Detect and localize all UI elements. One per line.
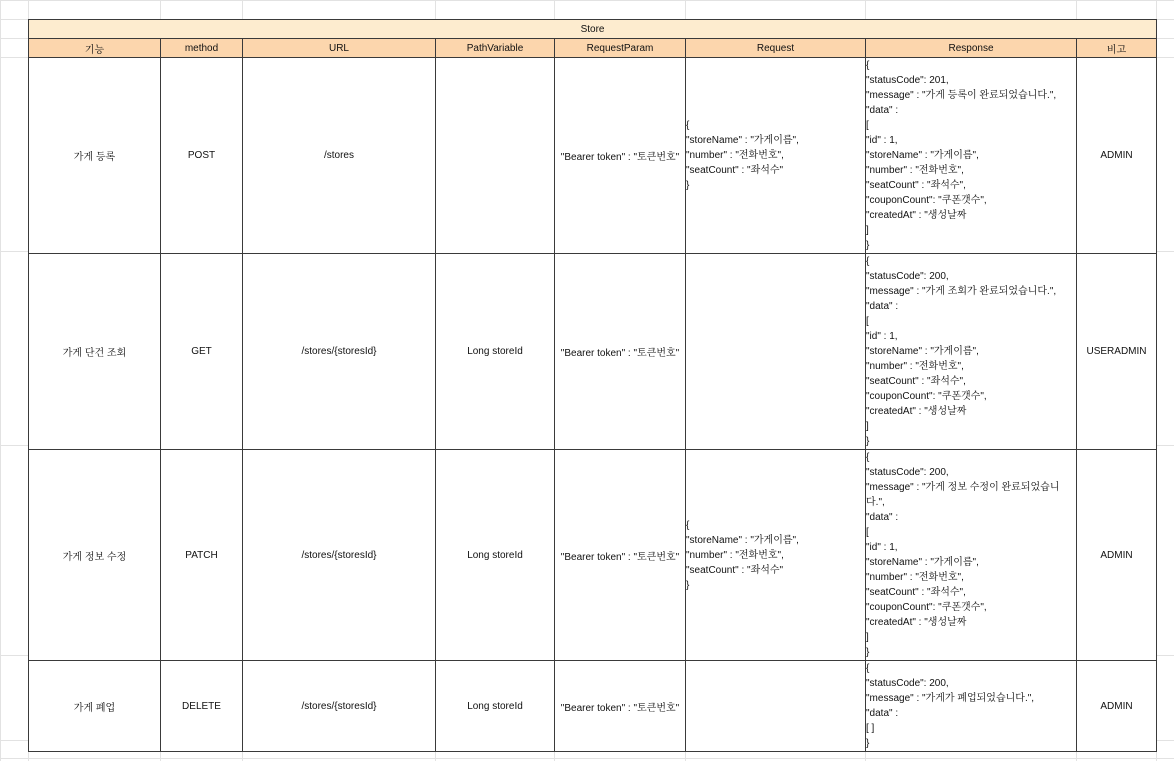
cell-note[interactable]: ADMIN [1077, 450, 1157, 661]
cell-request[interactable] [686, 254, 866, 450]
cell-url[interactable]: /stores/{storesId} [243, 450, 436, 661]
gridline [0, 0, 1, 761]
table-row [29, 254, 1157, 450]
header-request[interactable]: Request [686, 39, 866, 58]
cell-note[interactable]: ADMIN [1077, 661, 1157, 752]
cell-url[interactable]: /stores/{storesId} [243, 254, 436, 450]
cell-request[interactable] [686, 661, 866, 752]
gridline [0, 758, 1174, 759]
cell-method[interactable]: PATCH [161, 450, 243, 661]
header-note[interactable]: 비고 [1077, 39, 1157, 58]
cell-method[interactable]: GET [161, 254, 243, 450]
header-request-param[interactable]: RequestParam [555, 39, 686, 58]
cell-path-variable[interactable]: Long storeId [436, 254, 555, 450]
cell-feature[interactable]: 가게 단건 조회 [29, 254, 161, 450]
cell-feature[interactable]: 가게 등록 [29, 58, 161, 254]
header-path-variable[interactable]: PathVariable [436, 39, 555, 58]
cell-path-variable[interactable]: Long storeId [436, 661, 555, 752]
cell-response[interactable]: { "statusCode": 201, "message" : "가게 등록이 완료되었습니다.", "data" : [ "id" : 1, "storeName" : "가게이름", "number" : "전화번호", "seatCount" : "좌석수", "couponCount": "쿠폰갯수", "createdAt" : "생성날짜 ] } [866, 58, 1077, 254]
cell-request-param[interactable]: "Bearer token" : "토큰번호" [555, 254, 686, 450]
cell-url[interactable]: /stores/{storesId} [243, 661, 436, 752]
cell-note[interactable]: ADMIN [1077, 58, 1157, 254]
cell-request-param[interactable]: "Bearer token" : "토큰번호" [555, 58, 686, 254]
cell-url[interactable]: /stores [243, 58, 436, 254]
cell-response[interactable]: { "statusCode": 200, "message" : "가게 조회가 완료되었습니다.", "data" : [ "id" : 1, "storeName" : "가게이름", "number" : "전화번호", "seatCount" : "좌석수", "couponCount": "쿠폰갯수", "createdAt" : "생성날짜 ] } [866, 254, 1077, 450]
cell-response[interactable]: { "statusCode": 200, "message" : "가게가 폐업되었습니다.", "data" : [ ] } [866, 661, 1077, 752]
table-title[interactable]: Store [29, 20, 1157, 39]
cell-path-variable[interactable] [436, 58, 555, 254]
api-spec-table [28, 19, 1157, 752]
cell-feature[interactable]: 가게 폐업 [29, 661, 161, 752]
table-row [29, 450, 1157, 661]
cell-note[interactable]: USERADMIN [1077, 254, 1157, 450]
cell-method[interactable]: POST [161, 58, 243, 254]
cell-request[interactable]: { "storeName" : "가게이름", "number" : "전화번호", "seatCount" : "좌석수" } [686, 58, 866, 254]
cell-request[interactable]: { "storeName" : "가게이름", "number" : "전화번호", "seatCount" : "좌석수" } [686, 450, 866, 661]
header-feature[interactable]: 기능 [29, 39, 161, 58]
table-row [29, 58, 1157, 254]
header-url[interactable]: URL [243, 39, 436, 58]
cell-method[interactable]: DELETE [161, 661, 243, 752]
header-method[interactable]: method [161, 39, 243, 58]
cell-feature[interactable]: 가게 정보 수정 [29, 450, 161, 661]
header-response[interactable]: Response [866, 39, 1077, 58]
cell-request-param[interactable]: "Bearer token" : "토큰번호" [555, 450, 686, 661]
gridline [0, 0, 1174, 1]
table-row [29, 661, 1157, 752]
cell-response[interactable]: { "statusCode": 200, "message" : "가게 정보 수정이 완료되었습니다.", "data" : [ "id" : 1, "storeName" : "가게이름", "number" : "전화번호", "seatCount" : "좌석수", "couponCount": "쿠폰갯수", "createdAt" : "생성날짜 ] } [866, 450, 1077, 661]
cell-request-param[interactable]: "Bearer token" : "토큰번호" [555, 661, 686, 752]
cell-path-variable[interactable]: Long storeId [436, 450, 555, 661]
